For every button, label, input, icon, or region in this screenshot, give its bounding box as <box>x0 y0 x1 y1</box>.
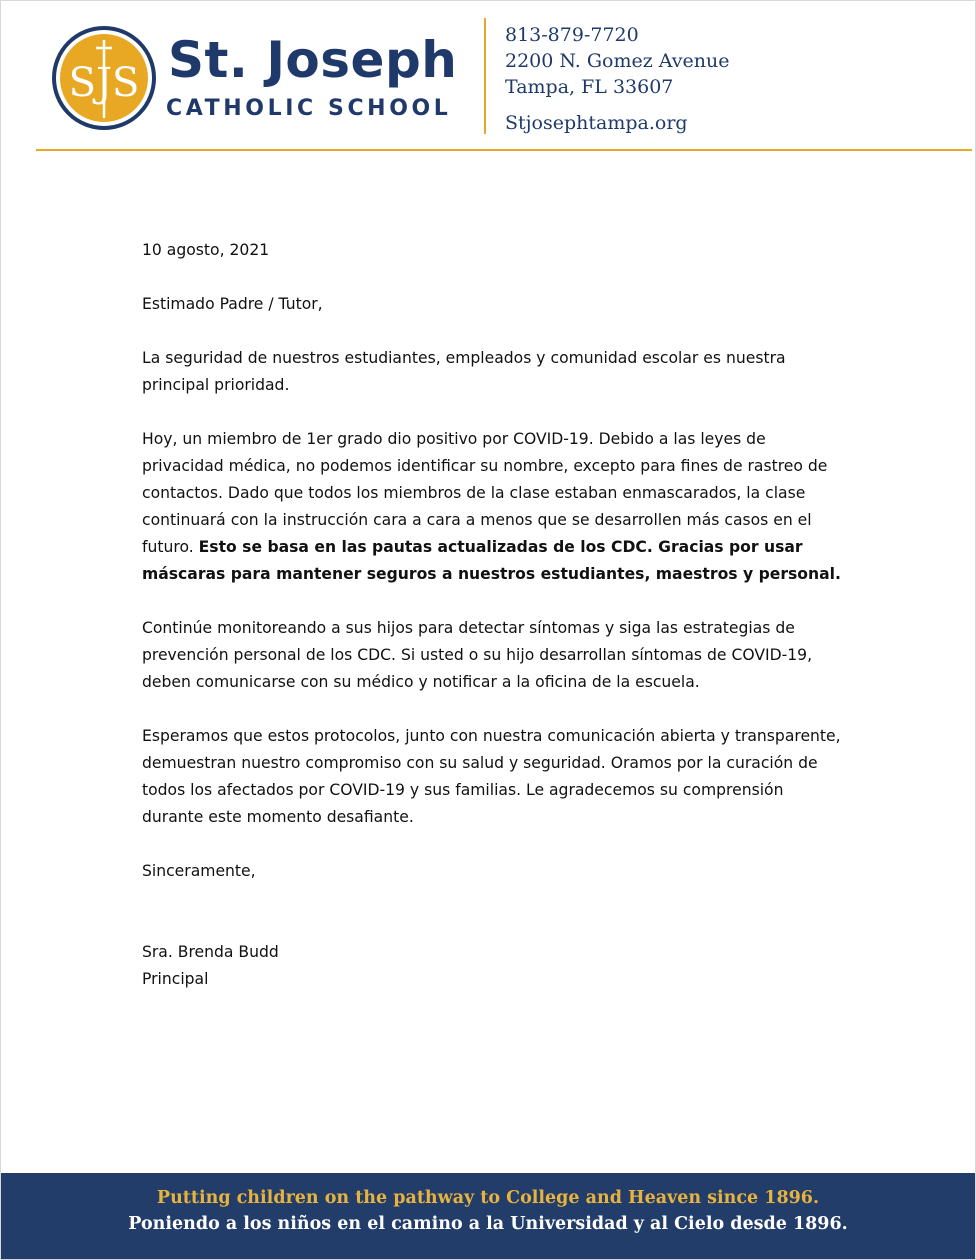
phone-number: 813-879-7720 <box>505 24 639 46</box>
paragraph-2-text: Hoy, un miembro de 1er grado dio positivo por COVID-19. Debido a las leyes de privacidad médica, no podemos identificar su nombre, excepto para fines de rastreo de contactos. Dado que todos los miembros de la clase estaban enmascarados, la clase continuará con la instrucción cara a cara a menos que se desarrollen más casos en el futuro. <box>142 430 828 556</box>
signer-name: Sra. Brenda Budd <box>142 943 279 961</box>
footer-tagline-spanish: Poniendo a los niños en el camino a la Universidad y al Cielo desde 1896. <box>128 1214 848 1234</box>
letterhead-divider <box>484 18 486 134</box>
footer-tagline-english: Putting children on the pathway to College and Heaven since 1896. <box>156 1188 820 1208</box>
website-link[interactable]: Stjosephtampa.org <box>505 112 688 134</box>
letter-paragraph-4: Esperamos que estos protocolos, junto con nuestra comunicación abierta y transparente, demuestran nuestro compromiso con su salud y seguridad. Oramos por la curación de todos los afectados por COVID-19 y sus familias. Le agradecemos su comprensión durante este momento desafiante. <box>142 727 841 826</box>
signature-space <box>142 912 842 939</box>
letter-paragraph-2 <box>142 426 842 588</box>
footer-banner <box>1 1173 975 1259</box>
signer-title: Principal <box>142 970 209 988</box>
letter-closing: Sinceramente, <box>142 862 256 880</box>
paragraph-2-bold-text: Esto se basa en las pautas actualizadas de los CDC. Gracias por usar máscaras para mantener seguros a nuestros estudiantes, maestros y personal. <box>142 538 841 583</box>
address-line-1: 2200 N. Gomez Avenue <box>505 50 730 72</box>
school-name: St. Joseph <box>168 31 458 89</box>
school-seal-logo <box>52 26 156 130</box>
letter-salutation: Estimado Padre / Tutor, <box>142 295 323 313</box>
letter-date: 10 agosto, 2021 <box>142 241 270 259</box>
header-rule <box>36 149 972 151</box>
letter-body <box>142 237 842 993</box>
seal-monogram: SJS <box>68 60 140 106</box>
letter-paragraph-1: La seguridad de nuestros estudiantes, empleados y comunidad escolar es nuestra principal prioridad. <box>142 349 786 394</box>
address-line-2: Tampa, FL 33607 <box>505 76 674 98</box>
school-subtitle: CATHOLIC SCHOOL <box>166 96 452 121</box>
letter-paragraph-3: Continúe monitoreando a sus hijos para detectar síntomas y siga las estrategias de prevención personal de los CDC. Si usted o su hijo desarrollan síntomas de COVID-19, deben comunicarse con su médico y notificar a la oficina de la escuela. <box>142 619 813 691</box>
